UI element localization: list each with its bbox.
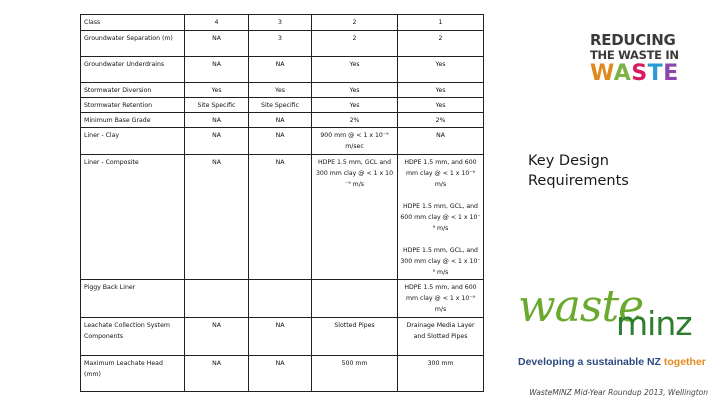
header-cell-class-4: 4 [185, 15, 249, 31]
table-cell: Yes [398, 83, 484, 98]
header-cell-class-2: 2 [312, 15, 398, 31]
table-cell: Site Specific [185, 98, 249, 113]
table-cell [312, 280, 398, 318]
row-label: Groundwater Underdrains [81, 57, 185, 83]
logo-line-the-waste-in: THE WASTE IN [590, 48, 679, 62]
table-cell: Yes [398, 57, 484, 83]
table-cell: NA [185, 128, 249, 155]
tagline-text: Developing a sustainable NZ [518, 356, 661, 368]
table-cell [249, 280, 312, 318]
slide-title: Key Design Requirements [528, 153, 629, 189]
table-cell: HDPE 1.5 mm, GCL and 300 mm clay @ < 1 x 10 ⁻⁹ m/s [312, 155, 398, 280]
table-cell: 2 [312, 31, 398, 57]
table-cell: NA [185, 57, 249, 83]
table-row [81, 128, 484, 155]
table-cell: NA [249, 318, 312, 356]
reducing-the-waste-logo [590, 32, 700, 85]
design-requirements-table [80, 14, 484, 392]
table-row [81, 31, 484, 57]
table-row [81, 113, 484, 128]
table-row [81, 318, 484, 356]
row-label: Liner - Composite [81, 155, 185, 280]
header-cell-class-3: 3 [249, 15, 312, 31]
table-cell: NA [249, 128, 312, 155]
logo-letter: E [663, 61, 679, 86]
table-cell: 2% [398, 113, 484, 128]
table-cell: 900 mm @ < 1 x 10⁻⁹ m/sec [312, 128, 398, 155]
table-row [81, 155, 484, 280]
logo-word-waste: waste [518, 281, 644, 332]
table-cell: 2 [398, 31, 484, 57]
header-cell-class-1: 1 [398, 15, 484, 31]
logo-line-reducing: REDUCING [590, 31, 676, 49]
table-row [81, 83, 484, 98]
table-cell: HDPE 1.5 mm, and 600 mm clay @ < 1 x 10⁻⁹ m/s [398, 280, 484, 318]
table-cell: Yes [312, 57, 398, 83]
table-cell: Yes [312, 83, 398, 98]
logo-letter: W [590, 61, 614, 86]
table-cell: 500 mm [312, 356, 398, 392]
table-cell: NA [185, 113, 249, 128]
logo-line-waste [590, 63, 700, 85]
row-label: Liner - Clay [81, 128, 185, 155]
row-label: Maximum Leachate Head (mm) [81, 356, 185, 392]
table-cell: Yes [398, 98, 484, 113]
table-header-row [81, 15, 484, 31]
slide-footer: WasteMINZ Mid-Year Roundup 2013, Wellington [529, 388, 708, 397]
table-row [81, 57, 484, 83]
table-cell: Yes [312, 98, 398, 113]
logo-tagline [518, 356, 706, 368]
table-cell: NA [249, 356, 312, 392]
table-row [81, 356, 484, 392]
table-cell: NA [249, 113, 312, 128]
table-cell: Yes [249, 83, 312, 98]
logo-letter: T [647, 61, 664, 86]
table-cell: Site Specific [249, 98, 312, 113]
tagline-accent: together [663, 356, 706, 368]
table-row [81, 98, 484, 113]
table-cell: HDPE 1.5 mm, and 600 mm clay @ < 1 x 10⁻⁹ m/s HDPE 1.5 mm, GCL, and 600 mm clay @ < 1 x 10⁻ ⁹ m/s HDPE 1.5 mm, GCL, and 300 mm clay @ < 1 x 10⁻ ⁹ m/s [398, 155, 484, 280]
row-label: Stormwater Retention [81, 98, 185, 113]
row-label: Groundwater Separation (m) [81, 31, 185, 57]
wasteminz-logo [516, 282, 716, 372]
table-cell: NA [398, 128, 484, 155]
table-cell: NA [185, 356, 249, 392]
table-cell: 300 mm [398, 356, 484, 392]
row-label: Leachate Collection System Components [81, 318, 185, 356]
table-cell: NA [185, 155, 249, 280]
row-label: Piggy Back Liner [81, 280, 185, 318]
row-label: Minimum Base Grade [81, 113, 185, 128]
table-cell [185, 280, 249, 318]
table-cell: 2% [312, 113, 398, 128]
logo-word-minz: minz [616, 304, 692, 343]
table-cell: NA [249, 155, 312, 280]
table-cell: 3 [249, 31, 312, 57]
table-cell: NA [185, 31, 249, 57]
table-cell: NA [249, 57, 312, 83]
logo-letter: S [631, 61, 648, 86]
logo-letter: A [613, 61, 632, 86]
row-label: Stormwater Diversion [81, 83, 185, 98]
table-cell: NA [185, 318, 249, 356]
header-cell-class: Class [81, 15, 185, 31]
table-row [81, 280, 484, 318]
table-cell: Yes [185, 83, 249, 98]
table-cell: Slotted Pipes [312, 318, 398, 356]
table-cell: Drainage Media Layer and Slotted Pipes [398, 318, 484, 356]
